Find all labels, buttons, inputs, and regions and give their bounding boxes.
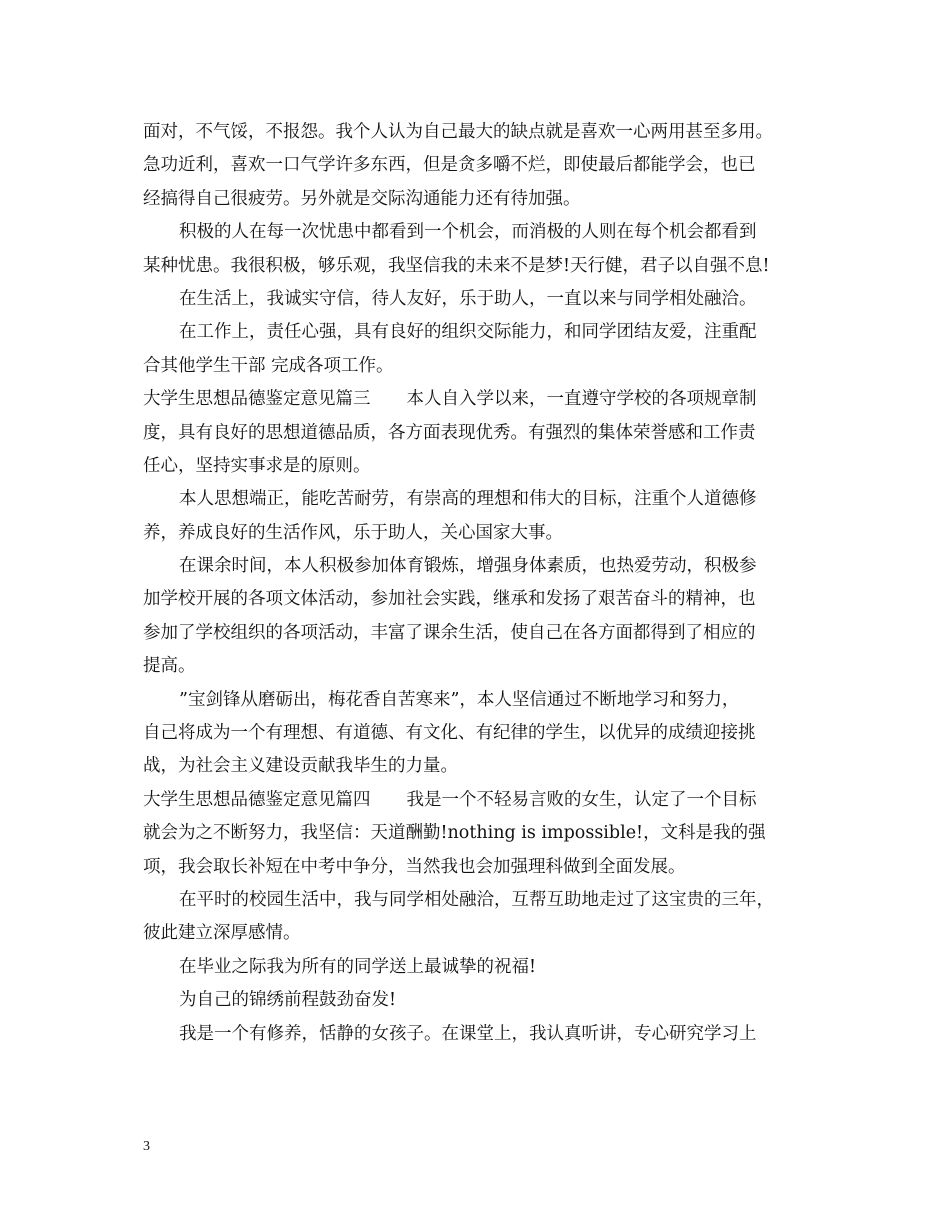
text-line: 在课余时间，本人积极参加体育锻炼，增强身体素质，也热爱劳动，积极参 <box>179 556 757 577</box>
text-line: 项，我会取长补短在中考中争分，当然我也会加强理科做到全面发展。 <box>143 856 686 877</box>
section-heading-line <box>143 784 815 817</box>
text-line: 任心，坚持实事求是的原则。 <box>143 455 371 476</box>
text-line: 某种忧患。我很积极，够乐观，我坚信我的未来不是梦!天行健，君子以自强不息! <box>143 255 770 276</box>
document-body <box>143 116 815 1051</box>
text-line: 积极的人在每一次忧患中都看到一个机会，而消极的人则在每个机会都看到 <box>179 222 757 243</box>
section-heading: 大学生思想品德鉴定意见篇三 <box>143 389 371 410</box>
text-line: 合其他学生干部 完成各项工作。 <box>143 355 394 376</box>
text-line: 度，具有良好的思想道德品质，各方面表现优秀。有强烈的集体荣誉感和工作责 <box>143 422 756 443</box>
text-line: 就会为之不断努力，我坚信：天道酬勤!nothing is impossible!，文科是我的强 <box>143 823 766 844</box>
text-line: 战，为社会主义建设贡献我毕生的力量。 <box>143 756 458 777</box>
section-heading: 大学生思想品德鉴定意见篇四 <box>143 789 371 810</box>
text-line: 我是一个不轻易言败的女生，认定了一个目标 <box>406 789 757 810</box>
text-line: 本人思想端正，能吃苦耐劳，有崇高的理想和伟大的目标，注重个人道德修 <box>179 489 757 510</box>
text-line: 本人自入学以来，一直遵守学校的各项规章制 <box>406 389 757 410</box>
text-line: 为自己的锦绣前程鼓劲奋发! <box>179 990 397 1011</box>
text-line: 参加了学校组织的各项活动，丰富了课余生活，使自己在各方面都得到了相应的 <box>143 622 756 643</box>
text-line: 经搞得自己很疲劳。另外就是交际沟通能力还有待加强。 <box>143 188 581 209</box>
text-line: 养，养成良好的生活作风，乐于助人，关心国家大事。 <box>143 522 563 543</box>
text-line: 面对，不气馁，不报怨。我个人认为自己最大的缺点就是喜欢一心两用甚至多用。 <box>143 122 773 142</box>
text-line: 自己将成为一个有理想、有道德、有文化、有纪律的学生，以优异的成绩迎接挑 <box>143 723 756 744</box>
text-line: 彼此建立深厚感情。 <box>143 923 301 944</box>
text-line: 在平时的校园生活中，我与同学相处融洽，互帮互助地走过了这宝贵的三年， <box>179 889 774 910</box>
text-line: ”宝剑锋从磨砺出，梅花香自苦寒来”，本人坚信通过不断地学习和努力， <box>179 689 740 710</box>
text-line: 急功近利，喜欢一口气学许多东西，但是贪多嚼不烂，即使最后都能学会，也已 <box>143 155 756 176</box>
text-line: 我是一个有修养，恬静的女孩子。在课堂上，我认真听讲，专心研究学习上 <box>179 1023 757 1044</box>
text-line: 在毕业之际我为所有的同学送上最诚挚的祝福! <box>179 956 537 977</box>
section-heading-line <box>143 383 815 416</box>
text-line: 加学校开展的各项文体活动，参加社会实践，继承和发扬了艰苦奋斗的精神，也 <box>143 589 756 610</box>
text-line: 在生活上，我诚实守信，待人友好，乐于助人，一直以来与同学相处融洽。 <box>179 288 757 309</box>
text-line: 提高。 <box>143 656 196 677</box>
text-line: 在工作上，责任心强，具有良好的组织交际能力，和同学团结友爱，注重配 <box>179 322 757 343</box>
page-number: 3 <box>143 1139 150 1154</box>
